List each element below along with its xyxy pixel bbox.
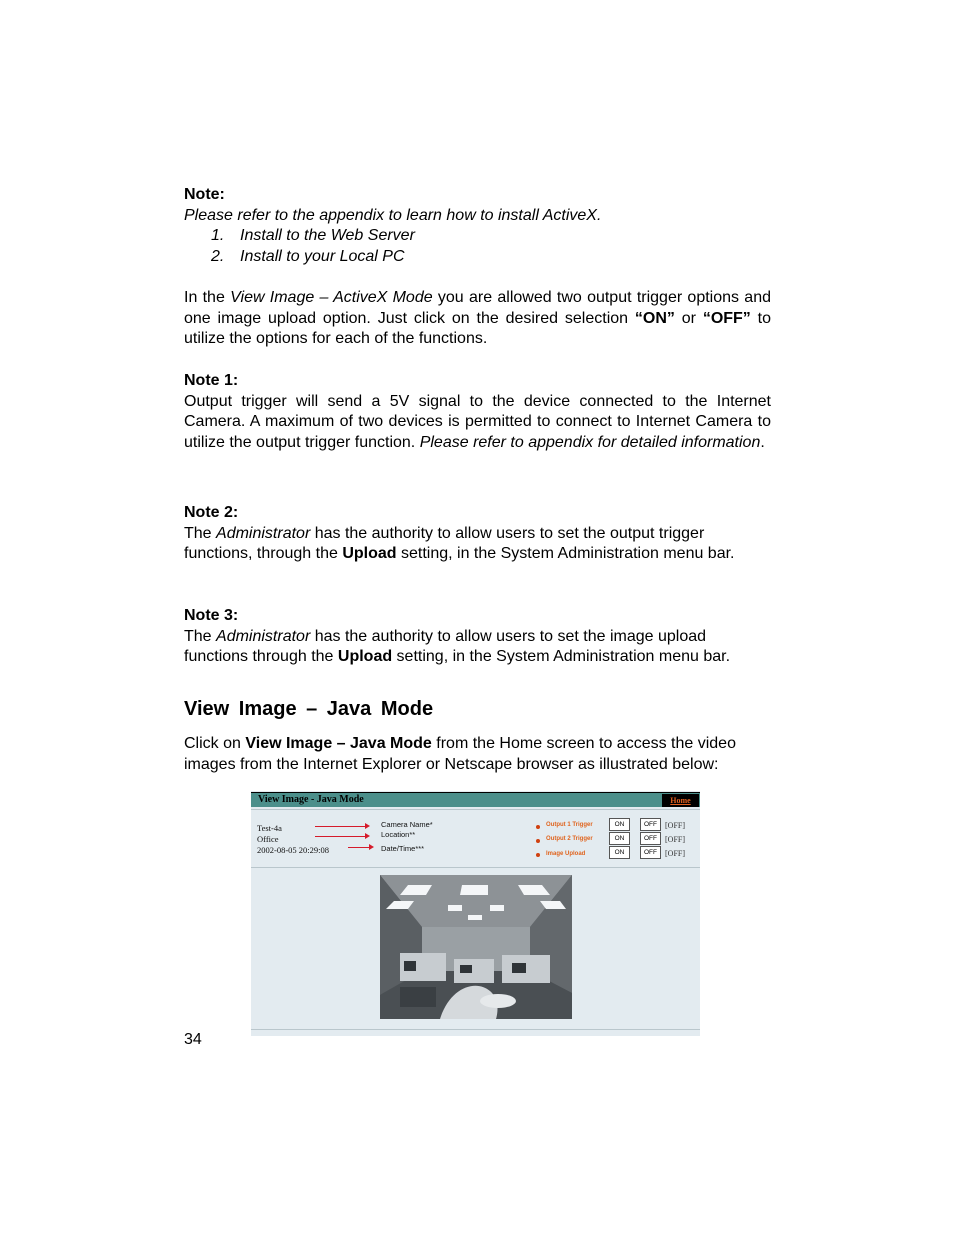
office-scene-icon xyxy=(380,875,572,1019)
arrow-icon xyxy=(315,826,366,827)
camera-image xyxy=(380,875,572,1019)
list-item: 2. Install to your Local PC xyxy=(211,248,405,265)
output2-off-button[interactable]: OFF xyxy=(640,832,661,845)
bullet-icon xyxy=(536,825,540,829)
output1-on-button[interactable]: ON xyxy=(609,818,630,831)
note-intro: Please refer to the appendix to learn how to install ActiveX. xyxy=(184,206,602,224)
section-title: View Image – Java Mode xyxy=(184,698,434,720)
bullet-icon xyxy=(536,853,540,857)
field-label: Date/Time*** xyxy=(381,844,425,853)
control-label: Image Upload xyxy=(546,851,586,857)
status-badge: [OFF] xyxy=(665,835,686,844)
control-label: Output 2 Trigger xyxy=(546,836,593,842)
output2-on-button[interactable]: ON xyxy=(609,832,630,845)
list-item: 1. Install to the Web Server xyxy=(211,227,415,244)
note3-section: Note 3: The Administrator has the authority to allow users to set the image upload functions through the Upload setting, in the System Administration menu bar. xyxy=(184,607,731,665)
output1-off-button[interactable]: OFF xyxy=(640,818,661,831)
status-badge: [OFF] xyxy=(665,821,686,830)
note1-section: Note 1: Output trigger will send a 5V signal to the device connected to the Internet Camera. A maximum of two devices is permitted to connect to Internet Camera to utilize the output trigger function. Please refer to appendix for detailed information. xyxy=(184,372,771,451)
datetime-value: 2002-08-05 20:29:08 xyxy=(257,845,330,855)
page-number: 34 xyxy=(184,1031,202,1048)
upload-on-button[interactable]: ON xyxy=(609,846,630,859)
bullet-icon xyxy=(536,839,540,843)
status-badge: [OFF] xyxy=(665,849,686,858)
upload-off-button[interactable]: OFF xyxy=(640,846,661,859)
note2-section: Note 2: The Administrator has the authority to allow users to set the output trigger functions, through the Upload setting, in the System Administration menu bar. xyxy=(184,504,735,562)
java-paragraph: Click on View Image – Java Mode from the Home screen to access the video images from the Internet Explorer or Netscape browser as illustrated below: xyxy=(184,735,736,773)
location-value: Office xyxy=(257,834,279,844)
title-bar xyxy=(251,792,700,807)
window-title: View Image - Java Mode xyxy=(258,794,364,805)
java-mode-screenshot xyxy=(251,791,700,1036)
note-section xyxy=(184,185,771,226)
field-label: Location** xyxy=(381,830,416,839)
camera-name-value: Test-4a xyxy=(257,823,282,833)
note1-heading: Note 1: xyxy=(184,372,239,389)
arrow-icon xyxy=(315,836,366,837)
note-heading: Note: xyxy=(184,186,225,203)
home-link[interactable]: Home xyxy=(662,794,699,807)
note2-heading: Note 2: xyxy=(184,504,239,521)
note3-heading: Note 3: xyxy=(184,607,239,624)
activex-paragraph: In the View Image – ActiveX Mode you are allowed two output trigger options and one image upload option. Just click on the desired selection “ON” or “OFF” to utilize the options for each of the functions. xyxy=(184,289,771,347)
arrow-icon xyxy=(348,847,370,848)
control-label: Output 1 Trigger xyxy=(546,822,593,828)
field-label: Camera Name* xyxy=(381,820,433,829)
